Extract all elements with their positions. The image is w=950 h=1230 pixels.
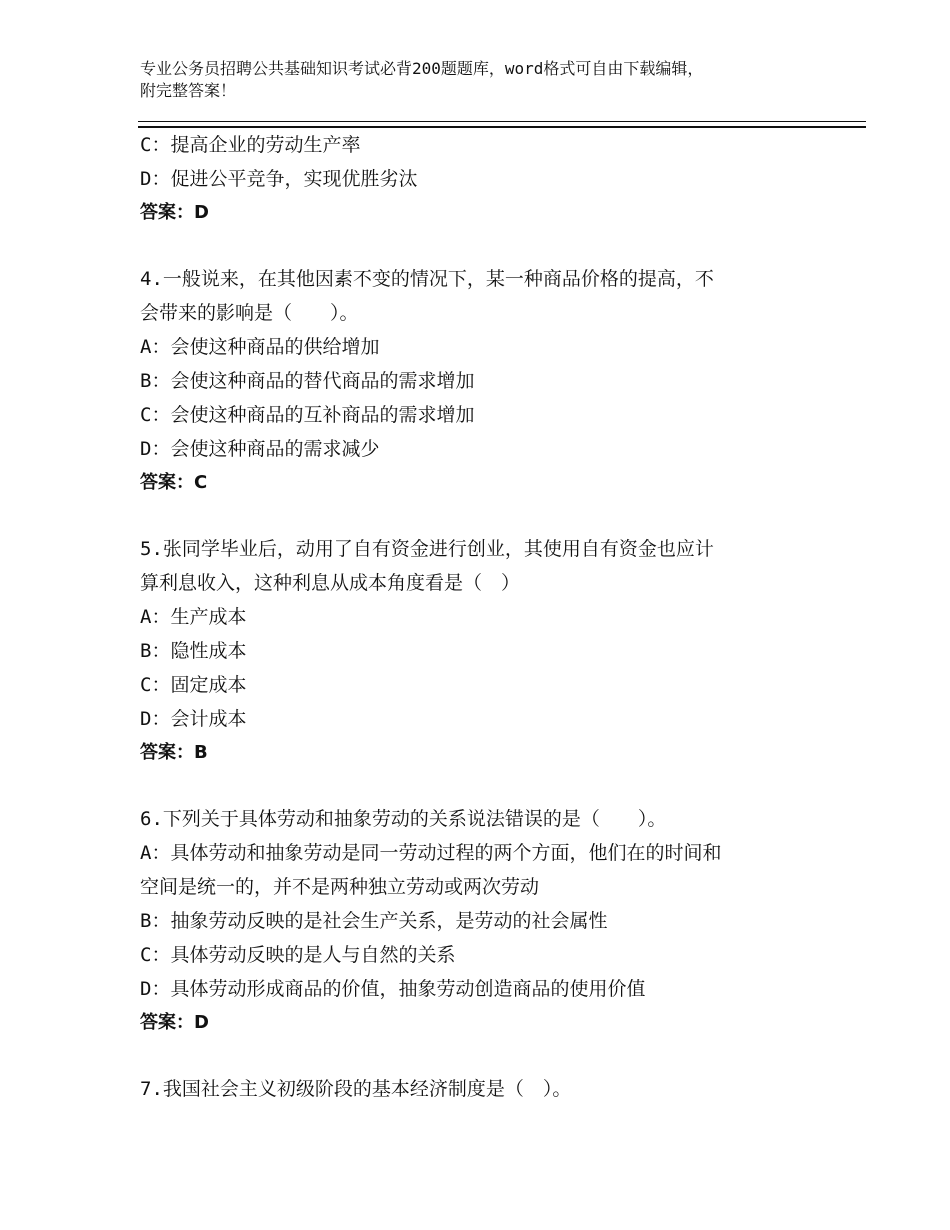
page-header [140, 58, 830, 102]
option-d: D：促进公平竞争，实现优胜劣汰 [140, 168, 418, 190]
header-line-1: 专业公务员招聘公共基础知识考试必背200题题库，word格式可自由下载编辑， [140, 59, 704, 78]
header-rule [138, 121, 866, 128]
answer-label: 答案：C [140, 472, 208, 493]
header-line-2: 附完整答案！ [140, 81, 237, 100]
question-3-tail [140, 128, 840, 230]
question-stem: 4.一般说来，在其他因素不变的情况下，某一种商品价格的提高，不 [140, 268, 714, 290]
question-stem-cont: 算利息收入，这种利息从成本角度看是（ ） [140, 572, 521, 594]
option-a: A：生产成本 [140, 606, 247, 628]
option-c: C：具体劳动反映的是人与自然的关系 [140, 944, 456, 966]
question-stem: 6.下列关于具体劳动和抽象劳动的关系说法错误的是（ ）。 [140, 808, 667, 830]
option-b: B：隐性成本 [140, 640, 247, 662]
question-stem: 7.我国社会主义初级阶段的基本经济制度是（ ）。 [140, 1078, 572, 1100]
answer-label: 答案：D [140, 1012, 209, 1033]
option-d: D：具体劳动形成商品的价值，抽象劳动创造商品的使用价值 [140, 978, 646, 1000]
answer-label: 答案：B [140, 742, 208, 763]
option-a-cont: 空间是统一的，并不是两种独立劳动或两次劳动 [140, 876, 540, 898]
option-d: D：会计成本 [140, 708, 247, 730]
option-a: A：具体劳动和抽象劳动是同一劳动过程的两个方面，他们在的时间和 [140, 842, 722, 864]
question-list [140, 128, 840, 1106]
question-7 [140, 1072, 840, 1106]
question-6 [140, 802, 840, 1040]
question-4 [140, 262, 840, 500]
option-b: B：会使这种商品的替代商品的需求增加 [140, 370, 475, 392]
option-c: C：提高企业的劳动生产率 [140, 134, 361, 156]
option-a: A：会使这种商品的供给增加 [140, 336, 380, 358]
question-5 [140, 532, 840, 770]
option-c: C：会使这种商品的互补商品的需求增加 [140, 404, 475, 426]
answer-label: 答案：D [140, 202, 209, 223]
option-d: D：会使这种商品的需求减少 [140, 438, 380, 460]
option-b: B：抽象劳动反映的是社会生产关系，是劳动的社会属性 [140, 910, 608, 932]
question-stem: 5.张同学毕业后，动用了自有资金进行创业，其使用自有资金也应计 [140, 538, 714, 560]
option-c: C：固定成本 [140, 674, 247, 696]
question-stem-cont: 会带来的影响是（ ）。 [140, 302, 359, 324]
